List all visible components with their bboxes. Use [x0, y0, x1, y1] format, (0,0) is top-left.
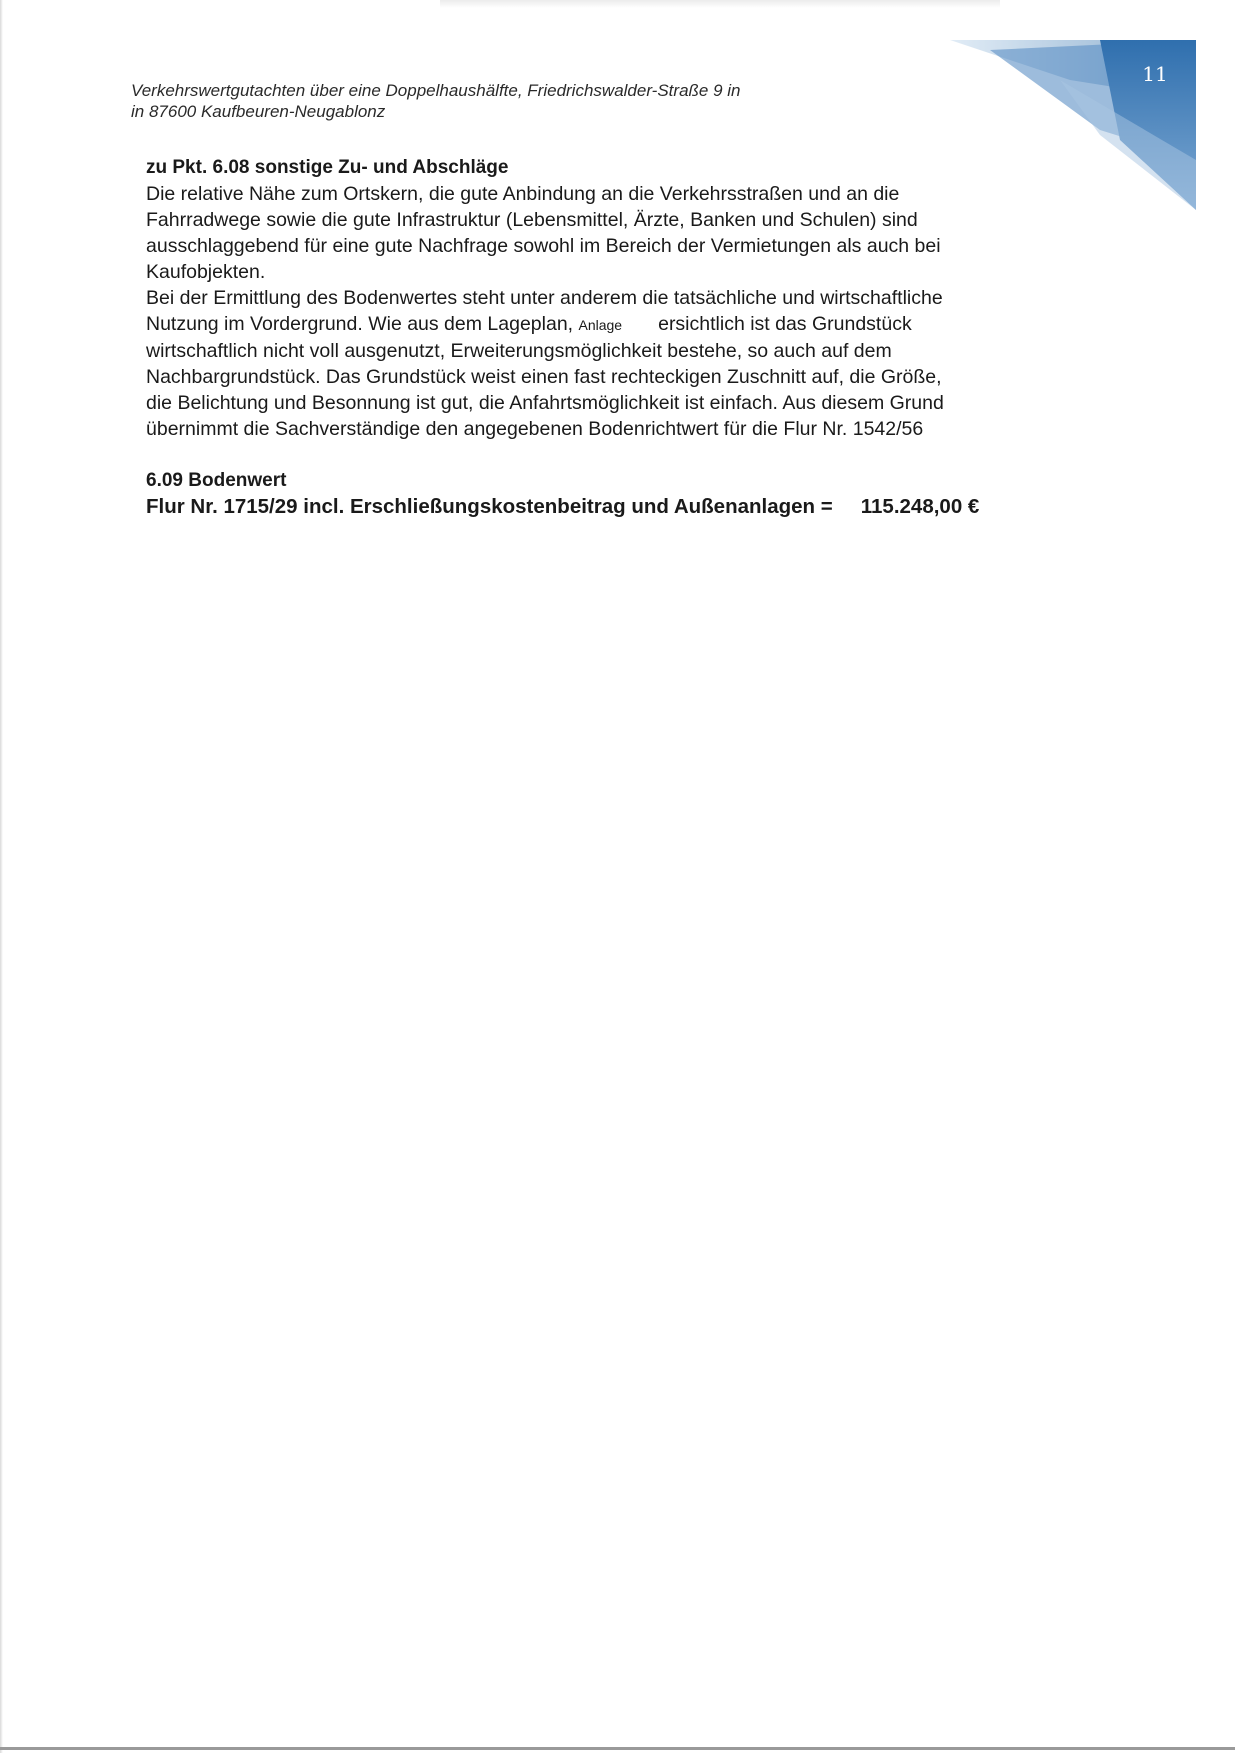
- paragraph-line: Die relative Nähe zum Ortskern, die gute Anbindung an die Verkehrsstraßen und an die: [146, 183, 900, 205]
- scan-bottom-edge: [0, 1747, 1235, 1750]
- header-line: Verkehrswertgutachten über eine Doppelhaushälfte, Friedrichswalder-Straße 9 in: [131, 81, 741, 100]
- paragraph-line: Kaufobjekten.: [146, 261, 266, 283]
- paragraph-line: wirtschaftlich nicht voll ausgenutzt, Erweiterungsmöglichkeit bestehe, so auch auf dem: [146, 340, 892, 362]
- attachment-reference: Anlage: [578, 317, 623, 333]
- main-content: [146, 155, 1086, 520]
- section-heading-608: zu Pkt. 6.08 sonstige Zu- und Abschläge: [146, 157, 509, 178]
- scan-top-shadow: [440, 0, 1000, 8]
- paragraph-line: ausschlaggebend für eine gute Nachfrage sowohl im Bereich der Vermietungen als auch bei: [146, 235, 941, 257]
- section-heading-609: 6.09 Bodenwert: [146, 470, 287, 491]
- header-line: in 87600 Kaufbeuren-Neugablonz: [131, 102, 386, 121]
- paragraph-line: Nachbargrundstück. Das Grundstück weist einen fast rechteckigen Zuschnitt auf, die Größe,: [146, 366, 942, 388]
- page-number: 11: [1142, 62, 1168, 86]
- paragraph-text: ersichtlich ist das Grundstück: [658, 313, 912, 335]
- paragraph-line-with-reference: [146, 311, 1086, 338]
- paragraph-line: Bei der Ermittlung des Bodenwertes steht unter anderem die tatsächliche und wirtschaftliche: [146, 287, 943, 309]
- paragraph-line: Fahrradwege sowie die gute Infrastruktur (Lebensmittel, Ärzte, Banken und Schulen) sind: [146, 209, 918, 231]
- result-value: 115.248,00 €: [860, 495, 980, 518]
- paragraph-line: übernimmt die Sachverständige den angegebenen Bodenrichtwert für die Flur Nr. 1542/56: [146, 418, 924, 440]
- paragraph-text: Nutzung im Vordergrund. Wie aus dem Lageplan,: [146, 313, 574, 335]
- result-label: Flur Nr. 1715/29 incl. Erschließungskostenbeitrag und Außenanlagen =: [146, 495, 833, 518]
- paragraph-line: die Belichtung und Besonnung ist gut, die Anfahrtsmöglichkeit ist einfach. Aus diesem Grund: [146, 392, 944, 414]
- land-value-result: [146, 494, 1086, 520]
- spacer: [146, 442, 1086, 468]
- document-header: [131, 80, 741, 122]
- scan-left-edge: [0, 0, 3, 1753]
